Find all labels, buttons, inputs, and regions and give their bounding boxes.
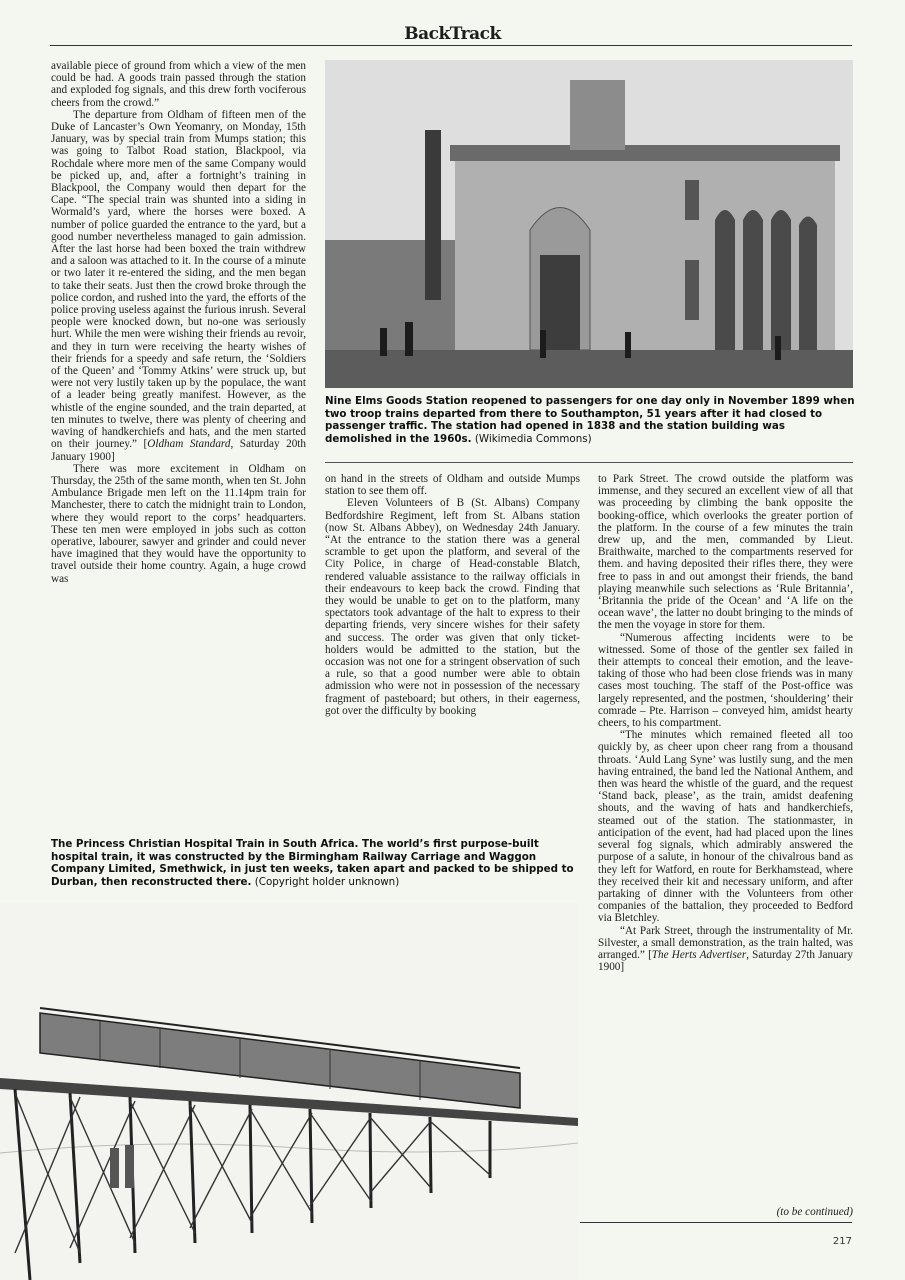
paragraph: available piece of ground from which a view of the men could be had. A goods train passed through the station and exploded fog signals, and this drew forth vociferous cheers from the crowd.” xyxy=(51,60,306,109)
paragraph: “At Park Street, through the instrumentality of Mr. Silvester, a small demonstration, as the train halted, was arranged.” [The Herts Advertiser, Saturday 27th January 1900] xyxy=(598,924,853,974)
trestle-illustration xyxy=(0,903,578,1280)
footer-rule xyxy=(580,1222,852,1223)
source-citation: Oldham Standard xyxy=(147,438,231,451)
masthead-logo: BackTrack xyxy=(404,24,501,44)
hospital-train-drawing xyxy=(0,903,578,1280)
paragraph: Eleven Volunteers of B (St. Albans) Company Bedfordshire Regiment, left from St. Albans station (now St. Albans Abbey), on Wednesday 24th January. “At the entrance to the station there was a general scramble to get upon the platform, and several of the City Police, in charge of Head-constable Blatch, rendered valuable assistance to the railway officials in their endeavours to keep back the crowd. Finding that they would be unable to get on to the platform, many spectators took advantage of the halt to express to their departing friends, very sincere wishes for their safety and success. The order was given that only ticket-holders would be admitted to the station, but the occasion was not one for a stringent observation of such a rule, so that a good number were able to obtain admission who were not in possession of the necessary fragment of pasteboard; but others, in their eagerness, got over the difficulty by booking xyxy=(325,497,580,717)
to-be-continued: (to be continued) xyxy=(776,1206,853,1218)
page-number: 217 xyxy=(832,1236,852,1247)
paragraph: to Park Street. The crowd outside the platform was immense, and they secured an excellent view of all that was proceeding by climbing the bank opposite the booking-office, which overlooks the greater portion of the platform. In the course of a few minutes the train drew up, and the men, commanded by Lieut. Braithwaite, marched to the compartments reserved for them. and having deposited their rifles there, they were free to pass in and out amongst their friends, the band playing meanwhile such selections as ‘Rule Britannia’, ‘Britannia the pride of the Ocean’ and ‘A life on the ocean wave’, the latter no doubt bringing to the minds of the men the voyage in store for them. xyxy=(598,473,853,632)
nine-elms-station-photo xyxy=(325,60,853,388)
header-rule xyxy=(50,45,852,46)
paragraph: on hand in the streets of Oldham and outside Mumps station to see them off. xyxy=(325,473,580,498)
photo-caption-hospital-train: The Princess Christian Hospital Train in South Africa. The world’s first purpose-built hospital train, it was constructed by the Birmingham Railway Carriage and Waggon Company Limited, Smethwick, in just ten weeks, taken apart and packed to be shipped to Durban, then reconstructed there. (Copyright holder unknown) xyxy=(51,838,574,888)
photo-credit: (Wikimedia Commons) xyxy=(474,432,592,445)
paragraph: There was more excitement in Oldham on Thursday, the 25th of the same month, when ten St. John Ambulance Brigade men left on the 11.14pm train for Manchester, there to catch the midnight train to London, where they would report to the corps’ headquarters. These ten men were employed in jobs such as cotton operative, labourer, sawyer and grinder and could never have imagined that they would have the opportunity to travel outside their home country. Again, a huge crowd was xyxy=(51,462,306,585)
source-citation: The Herts Advertiser xyxy=(651,948,747,961)
paragraph: “Numerous affecting incidents were to be witnessed. Some of those of the gentler sex failed in their attempts to conceal their emotion, and the leave-taking of those who had been close friends was in many cases most touching. The staff of the Post-office was largely represented, and the postmen, ‘shouldering’ their comrade – Pte. Harrison – conveyed him, amidst hearty cheers, to his compartment. xyxy=(598,631,853,730)
paragraph: The departure from Oldham of fifteen men of the Duke of Lancaster’s Own Yeomanry, on Monday, 15th January, was by special train from Mumps station; this was going to Talbot Road station, Blackpool, via Rochdale where more men of the same Company would be picked up, and, after a fortnight’s training in Blackpool, the Company would then depart for the Cape. “The special train was shunted into a siding in Wormald’s yard, where the horses were boxed. A number of police guarded the entrance to the yard, but a good number nevertheless managed to gain admission. After the last horse had been boxed the train withdrew and a saloon was attached to it. In the course of a minute or two later it re-entered the siding, and the men began to take their seats. Just then the crowd broke through the police cordon, and rushed into the yard, the efforts of the police proving useless against the furious inrush. Several people were knocked down, but no-one was seriously hurt. While the men were wishing their friends au revoir, and they in turn were receiving the hearty wishes of their friends for a speedy and safe return, the ‘Soldiers of the Queen’ and ‘Tommy Atkins’ were struck up, but were not very lustily taken up by the populace, the want of a leader being greatly manifest. However, as the whistle of the engine sounded, and the train departed, at ten minutes to twelve, there was plenty of cheering and waving of handkerchiefs and hats, and the men started on their journey.” [Oldham Standard, Saturday 20th January 1900] xyxy=(51,108,306,463)
photo-caption-nine-elms: Nine Elms Goods Station reopened to passengers for one day only in November 1899 when two troop trains departed from there to Southampton, 51 years after it had closed to passenger traffic. The station had opened in 1838 and the station building was demolished in the 1960s. (Wikimedia Commons) xyxy=(325,395,855,445)
photo-credit: (Copyright holder unknown) xyxy=(254,875,400,888)
column-1 xyxy=(51,60,306,835)
caption-rule xyxy=(325,462,853,463)
station-illustration xyxy=(325,60,853,388)
paragraph: “The minutes which remained fleeted all too quickly by, as cheer upon cheer rang from a thousand throats. ‘Auld Lang Syne’ was lustily sung, and the men having entrained, the band led the National Anthem, and then was heard the whistle of the guard, and the request ‘Stand back, please’, as the train, amidst deafening shouts, and the waving of hats and handkerchiefs, steamed out of the station. The stationmaster, in anticipation of the event, had had placed upon the lines several fog signals, which admirably answered the purpose of a salute, in honour of the chivalrous band as they left for Watford, en route for Berkhamstead, where they received their kit and necessary uniform, and after partaking of dinner with the Volunteers from other companies of the battalion, they proceeded to Bedford via Bletchley. xyxy=(598,729,853,925)
column-3 xyxy=(598,473,853,1218)
column-2 xyxy=(325,473,580,831)
